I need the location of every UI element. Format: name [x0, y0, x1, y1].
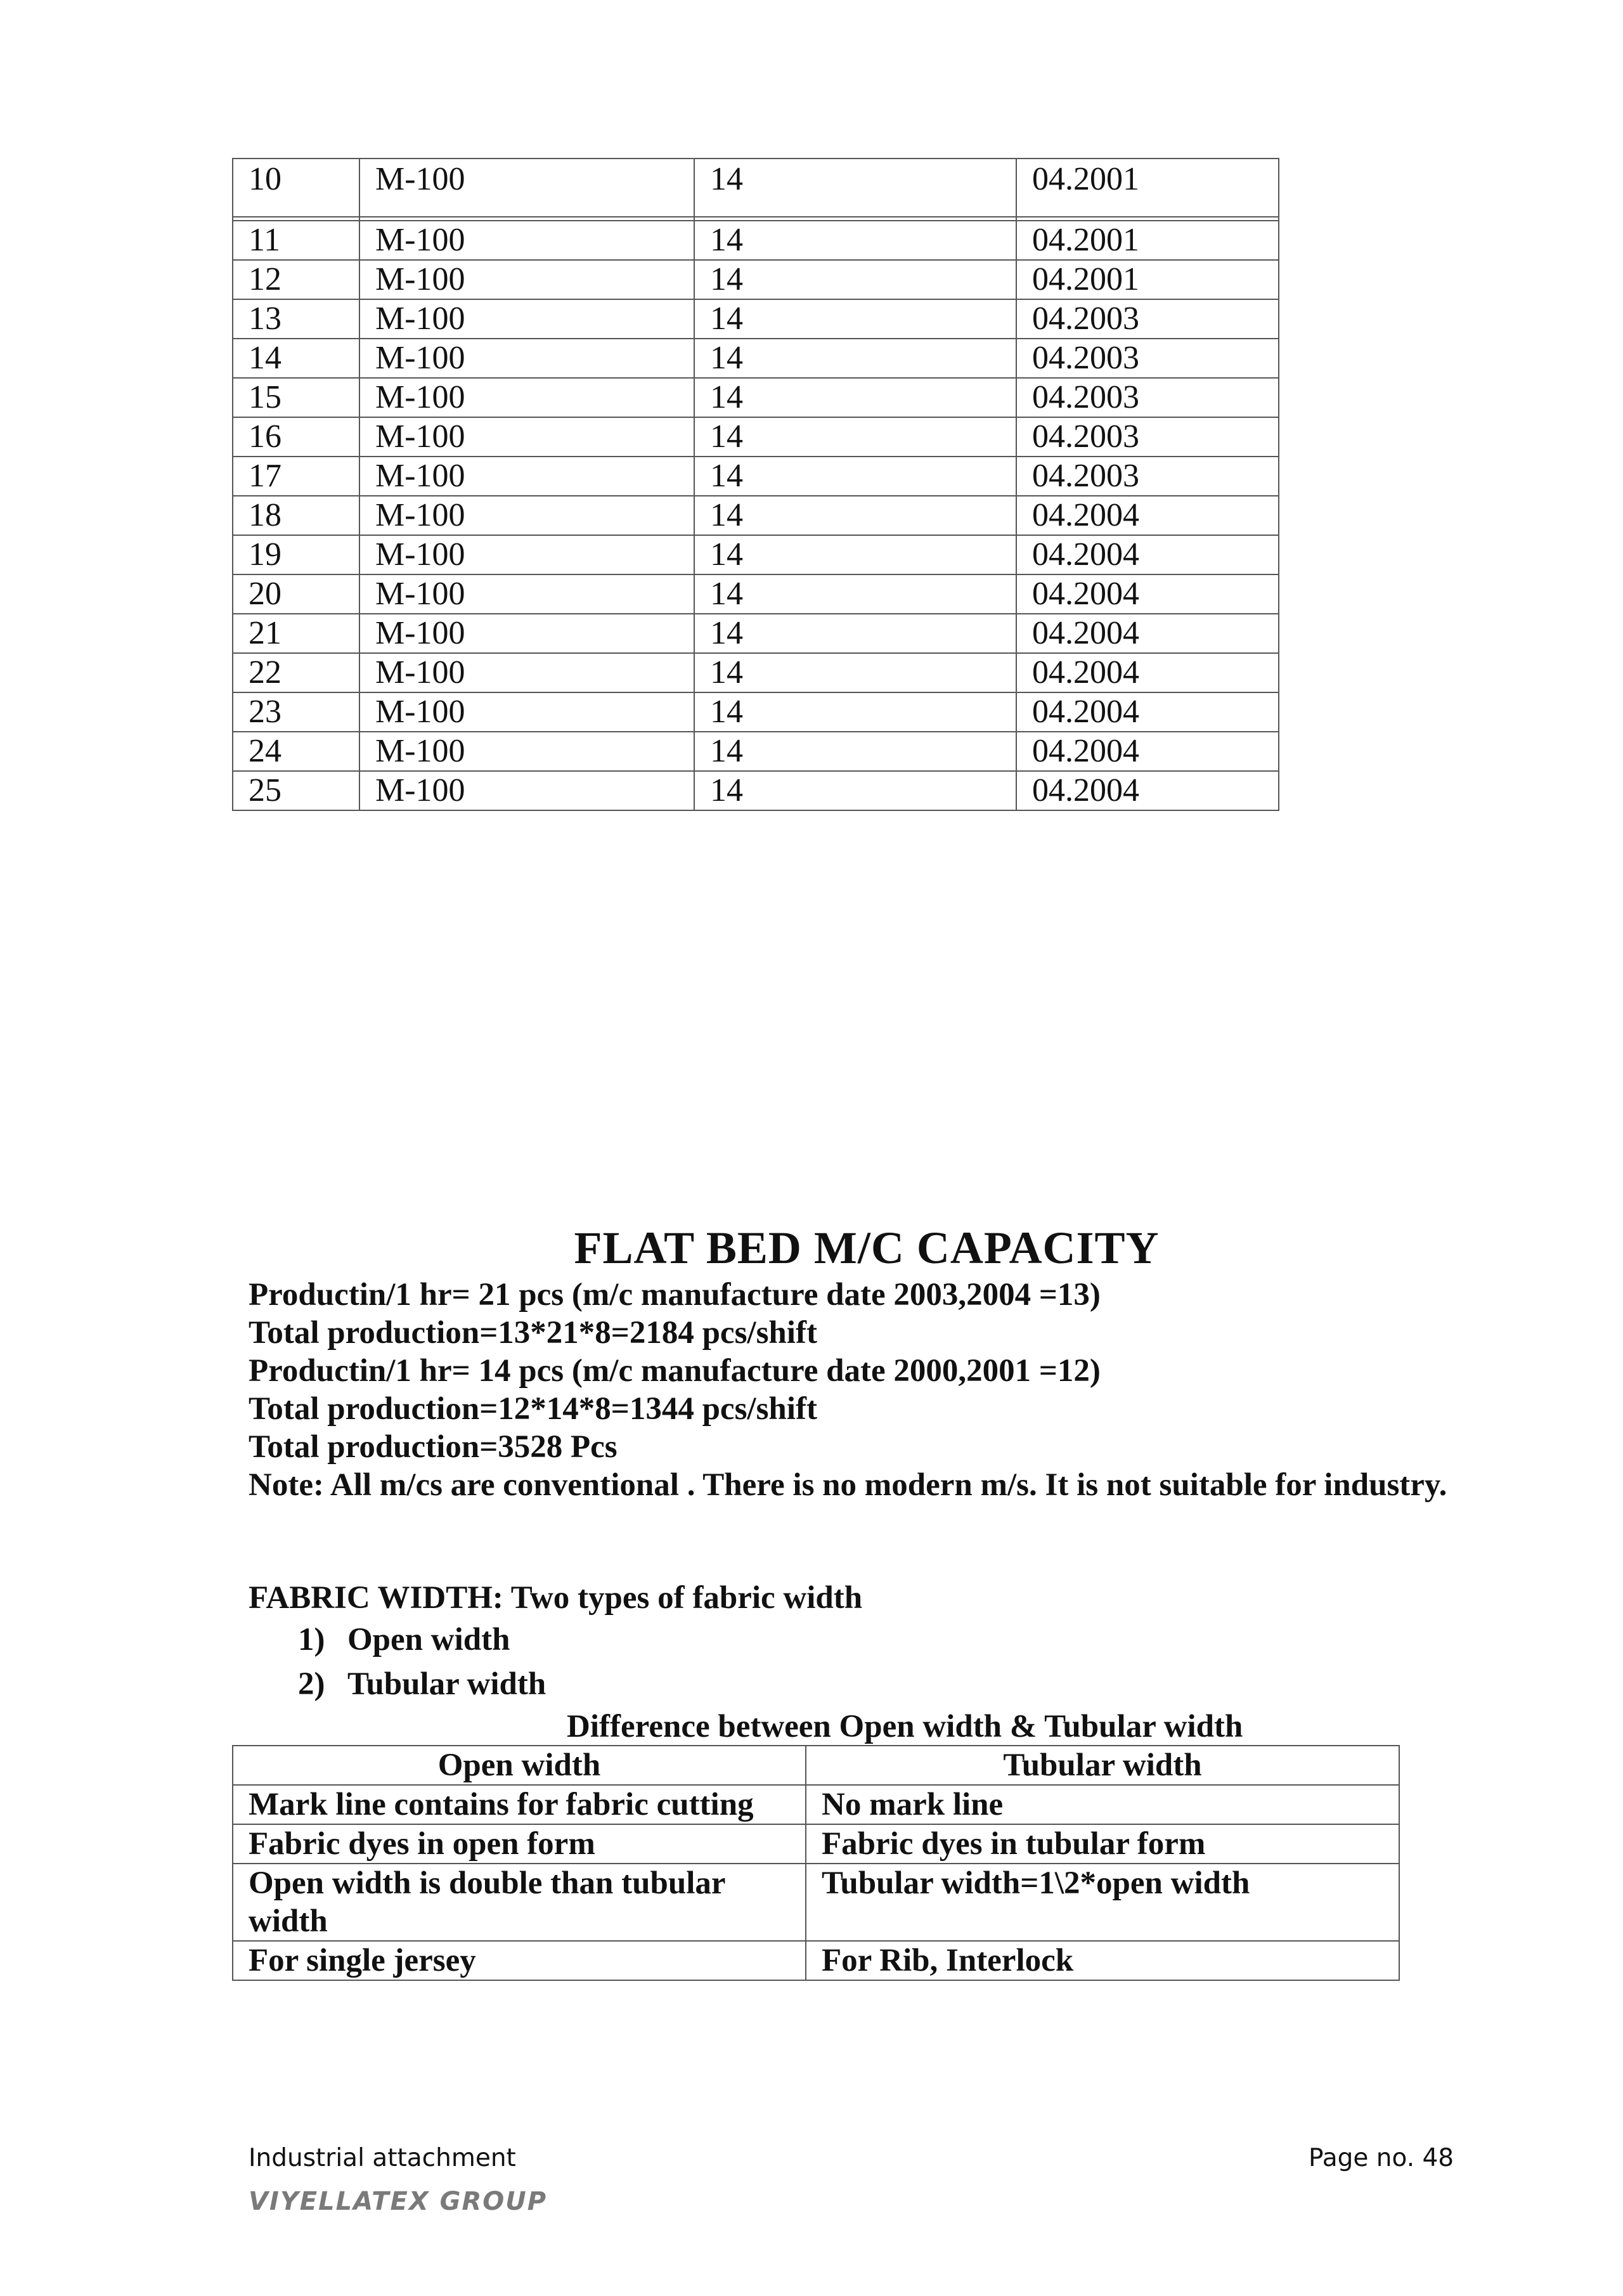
table-cell: 14 — [694, 260, 1016, 299]
table-cell: 14 — [233, 339, 359, 378]
open-width-cell: Open width is double than tubular width — [233, 1864, 806, 1941]
capacity-line: Productin/1 hr= 21 pcs (m/c manufacture date 2003,2004 =13) — [249, 1277, 1101, 1313]
table-cell: M-100 — [359, 417, 694, 457]
table-cell: 04.2003 — [1016, 457, 1279, 496]
table-cell: 04.2003 — [1016, 299, 1279, 339]
table-row — [233, 653, 1279, 692]
table-cell: 04.2001 — [1016, 221, 1279, 260]
table-cell: 14 — [694, 692, 1016, 732]
table-cell: M-100 — [359, 339, 694, 378]
table-cell: 04.2004 — [1016, 614, 1279, 653]
table-cell: M-100 — [359, 299, 694, 339]
capacity-line: Total production=13*21*8=2184 pcs/shift — [249, 1315, 817, 1351]
table-cell: 10 — [233, 159, 359, 217]
table-cell: 20 — [233, 574, 359, 614]
table-cell: 14 — [694, 378, 1016, 417]
open-width-cell: For single jersey — [233, 1941, 806, 1980]
table-cell: 14 — [694, 496, 1016, 535]
difference-table — [232, 1745, 1400, 1981]
tubular-width-cell: For Rib, Interlock — [806, 1941, 1399, 1980]
table-cell: 17 — [233, 457, 359, 496]
table-cell: 25 — [233, 771, 359, 810]
table-cell: 04.2003 — [1016, 339, 1279, 378]
table-row — [233, 771, 1279, 810]
table-row — [233, 457, 1279, 496]
table-row — [233, 692, 1279, 732]
table-cell: M-100 — [359, 159, 694, 217]
capacity-line: Total production=3528 Pcs — [249, 1429, 618, 1465]
fabric-width-title: FABRIC WIDTH: Two types of fabric width — [249, 1580, 863, 1616]
table-cell: M-100 — [359, 378, 694, 417]
column-header-tubular-width: Tubular width — [806, 1746, 1399, 1785]
capacity-note: Note: All m/cs are conventional . There is no modern m/s. It is not suitable for industry. — [249, 1467, 1447, 1503]
list-label: Open width — [347, 1622, 510, 1657]
table-cell: M-100 — [359, 457, 694, 496]
tubular-width-cell: Tubular width=1\2*open width — [806, 1864, 1399, 1941]
table-cell: 04.2004 — [1016, 496, 1279, 535]
table-cell: 15 — [233, 378, 359, 417]
table-row — [233, 496, 1279, 535]
table-cell: 21 — [233, 614, 359, 653]
capacity-line: Productin/1 hr= 14 pcs (m/c manufacture date 2000,2001 =12) — [249, 1353, 1101, 1389]
table-cell: 14 — [694, 457, 1016, 496]
capacity-lines — [249, 1276, 1447, 1504]
table-cell: 04.2004 — [1016, 574, 1279, 614]
table-row — [233, 614, 1279, 653]
table-cell: M-100 — [359, 771, 694, 810]
table-cell: 14 — [694, 614, 1016, 653]
tubular-width-cell: No mark line — [806, 1785, 1399, 1824]
table-cell: 16 — [233, 417, 359, 457]
table-row — [233, 1785, 1399, 1824]
table-cell: 14 — [694, 574, 1016, 614]
table-cell: M-100 — [359, 221, 694, 260]
difference-caption: Difference between Open width & Tubular width — [567, 1709, 1243, 1744]
table-cell: 04.2004 — [1016, 771, 1279, 810]
table-cell: 14 — [694, 771, 1016, 810]
capacity-line: Total production=12*14*8=1344 pcs/shift — [249, 1391, 817, 1427]
table-header-row — [233, 1746, 1399, 1785]
table-row — [233, 260, 1279, 299]
table-cell: 04.2001 — [1016, 260, 1279, 299]
table-cell: 14 — [694, 221, 1016, 260]
table-row — [233, 574, 1279, 614]
table-cell: 11 — [233, 221, 359, 260]
open-width-cell: Fabric dyes in open form — [233, 1824, 806, 1864]
column-header-open-width: Open width — [233, 1746, 806, 1785]
table-row — [233, 339, 1279, 378]
table-cell: M-100 — [359, 692, 694, 732]
table-cell: 04.2001 — [1016, 159, 1279, 217]
table-row — [233, 732, 1279, 771]
table-row — [233, 1941, 1399, 1980]
table-cell: 14 — [694, 339, 1016, 378]
table-row — [233, 378, 1279, 417]
page-number: Page no. 48 — [1309, 2144, 1454, 2172]
table-cell: 14 — [694, 417, 1016, 457]
capacity-heading: FLAT BED M/C CAPACITY — [574, 1223, 1160, 1273]
list-number: 2) — [298, 1666, 325, 1702]
table-cell: 22 — [233, 653, 359, 692]
table-cell: 14 — [694, 653, 1016, 692]
table-cell: 04.2004 — [1016, 692, 1279, 732]
footer-title: Industrial attachment — [249, 2144, 516, 2172]
table-cell: 12 — [233, 260, 359, 299]
table-cell: M-100 — [359, 732, 694, 771]
table-row — [233, 1824, 1399, 1864]
table-cell: 13 — [233, 299, 359, 339]
table-cell: 04.2003 — [1016, 417, 1279, 457]
table-cell: 04.2004 — [1016, 535, 1279, 574]
table-cell: 04.2004 — [1016, 653, 1279, 692]
table-cell: 14 — [694, 159, 1016, 217]
brand-logo-text: VIYELLATEX GROUP — [249, 2187, 548, 2216]
table-cell: 18 — [233, 496, 359, 535]
table-row — [233, 221, 1279, 260]
table-cell: 19 — [233, 535, 359, 574]
table-cell: 14 — [694, 535, 1016, 574]
table-cell: 14 — [694, 299, 1016, 339]
table-row — [233, 159, 1279, 217]
table-cell: 14 — [694, 732, 1016, 771]
table-cell: M-100 — [359, 535, 694, 574]
table-cell: M-100 — [359, 574, 694, 614]
table-row — [233, 535, 1279, 574]
table-cell: M-100 — [359, 496, 694, 535]
open-width-cell: Mark line contains for fabric cutting — [233, 1785, 806, 1824]
table-cell: 23 — [233, 692, 359, 732]
table-cell: 04.2004 — [1016, 732, 1279, 771]
table-cell: M-100 — [359, 260, 694, 299]
table-cell: M-100 — [359, 614, 694, 653]
list-number: 1) — [298, 1622, 325, 1657]
table-cell: 24 — [233, 732, 359, 771]
table-cell: M-100 — [359, 653, 694, 692]
table-cell: 04.2003 — [1016, 378, 1279, 417]
fabric-width-list — [298, 1618, 546, 1706]
tubular-width-cell: Fabric dyes in tubular form — [806, 1824, 1399, 1864]
table-row — [233, 299, 1279, 339]
table-row — [233, 1864, 1399, 1941]
list-item — [298, 1618, 546, 1662]
list-item — [298, 1662, 546, 1706]
table-row — [233, 417, 1279, 457]
list-label: Tubular width — [347, 1666, 546, 1702]
machine-list-table — [232, 158, 1279, 811]
